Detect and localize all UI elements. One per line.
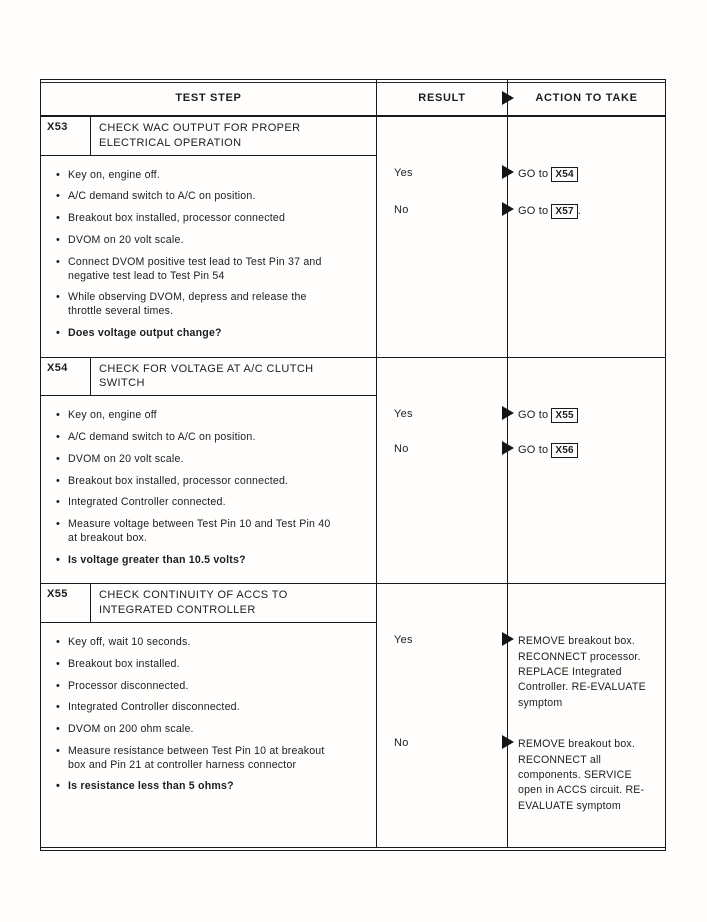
result-label-yes: Yes [394,167,413,179]
procedure-item: • DVOM on 20 volt scale. [68,234,368,248]
result-cell [377,584,508,847]
step-title: CHECK CONTINUITY OF ACCS TO INTEGRATED CONTROLLER [99,589,288,617]
procedure-list [41,623,376,810]
procedure-item: • Measure voltage between Test Pin 10 and Test Pin 40 at breakout box. [68,518,368,546]
procedure-item: • Integrated Controller connected. [68,496,368,510]
action-text: REMOVE breakout box. RECONNECT processor. REPLACE Integrated Controller. RE-EVALUATE symptom [518,635,646,709]
test-step-cell [41,584,377,847]
question-item: • Does voltage output change? [68,327,368,341]
procedure-item: • Processor disconnected. [68,680,368,694]
action-cell [508,358,665,584]
procedure-item: • Integrated Controller disconnected. [68,701,368,715]
procedure-item: • Key off, wait 10 seconds. [68,636,368,650]
action-cell [508,584,665,847]
step-ref: X54 [551,167,577,182]
procedure-item: • Breakout box installed. [68,658,368,672]
result-label-no: No [394,442,409,455]
arrow-right-icon [502,91,514,105]
question-item: • Is voltage greater than 10.5 volts? [68,554,368,568]
step-title: CHECK WAC OUTPUT FOR PROPER ELECTRICAL OPERATION [99,122,301,149]
step-ref: X55 [551,408,577,423]
step-ref: X57 [551,204,577,219]
test-step-row-x55 [41,584,665,848]
step-id: X55 [41,584,91,622]
procedure-item: • DVOM on 20 volt scale. [68,453,368,467]
header-test-step: TEST STEP [41,80,377,115]
table-header-row [41,80,665,117]
test-step-row-x54 [41,358,665,585]
step-heading [41,117,376,156]
procedure-item: • Measure resistance between Test Pin 10 at breakout box and Pin 21 at controller harness connector [68,745,368,773]
procedure-item: • Key on, engine off. [68,169,368,183]
procedure-list [41,156,376,357]
step-ref: X56 [551,443,577,458]
procedure-item: • While observing DVOM, depress and release the throttle several times. [68,291,368,319]
step-id: X53 [41,117,91,155]
procedure-item: • Connect DVOM positive test lead to Test Pin 37 and negative test lead to Test Pin 54 [68,256,368,284]
action-text: REMOVE breakout box. RECONNECT all components. SERVICE open in ACCS circuit. RE-EVALUATE symptom [518,738,645,812]
goto-action: GO to X56 [518,443,658,459]
question-item: • Is resistance less than 5 ohms? [68,780,368,794]
diagnostic-table [40,79,666,851]
result-label-no: No [394,204,409,216]
step-heading [41,584,376,623]
procedure-item: • DVOM on 200 ohm scale. [68,723,368,737]
goto-action: GO to X57 . [518,205,582,217]
step-heading [41,358,376,397]
step-id: X54 [41,358,91,396]
goto-action: GO to X54 [518,167,658,183]
procedure-item: • A/C demand switch to A/C on position. [68,431,368,445]
header-result-label: RESULT [418,91,466,104]
test-step-cell [41,358,377,584]
step-title: CHECK FOR VOLTAGE AT A/C CLUTCH SWITCH [99,362,314,390]
result-label-yes: Yes [394,407,413,420]
result-cell [377,117,508,357]
result-cell [377,358,508,584]
header-action: ACTION TO TAKE [535,91,638,104]
procedure-list [41,396,376,583]
result-label-no: No [394,737,409,750]
procedure-item: • Key on, engine off [68,409,368,423]
procedure-item: • A/C demand switch to A/C on position. [68,190,368,204]
procedure-item: • Breakout box installed, processor connected. [68,475,368,489]
goto-action: GO to X55 [518,408,658,424]
result-label-yes: Yes [394,634,413,647]
test-step-row-x53 [41,117,665,358]
test-step-cell [41,117,377,357]
action-cell [508,117,665,357]
procedure-item: • Breakout box installed, processor connected [68,212,368,226]
header-result [377,80,508,115]
